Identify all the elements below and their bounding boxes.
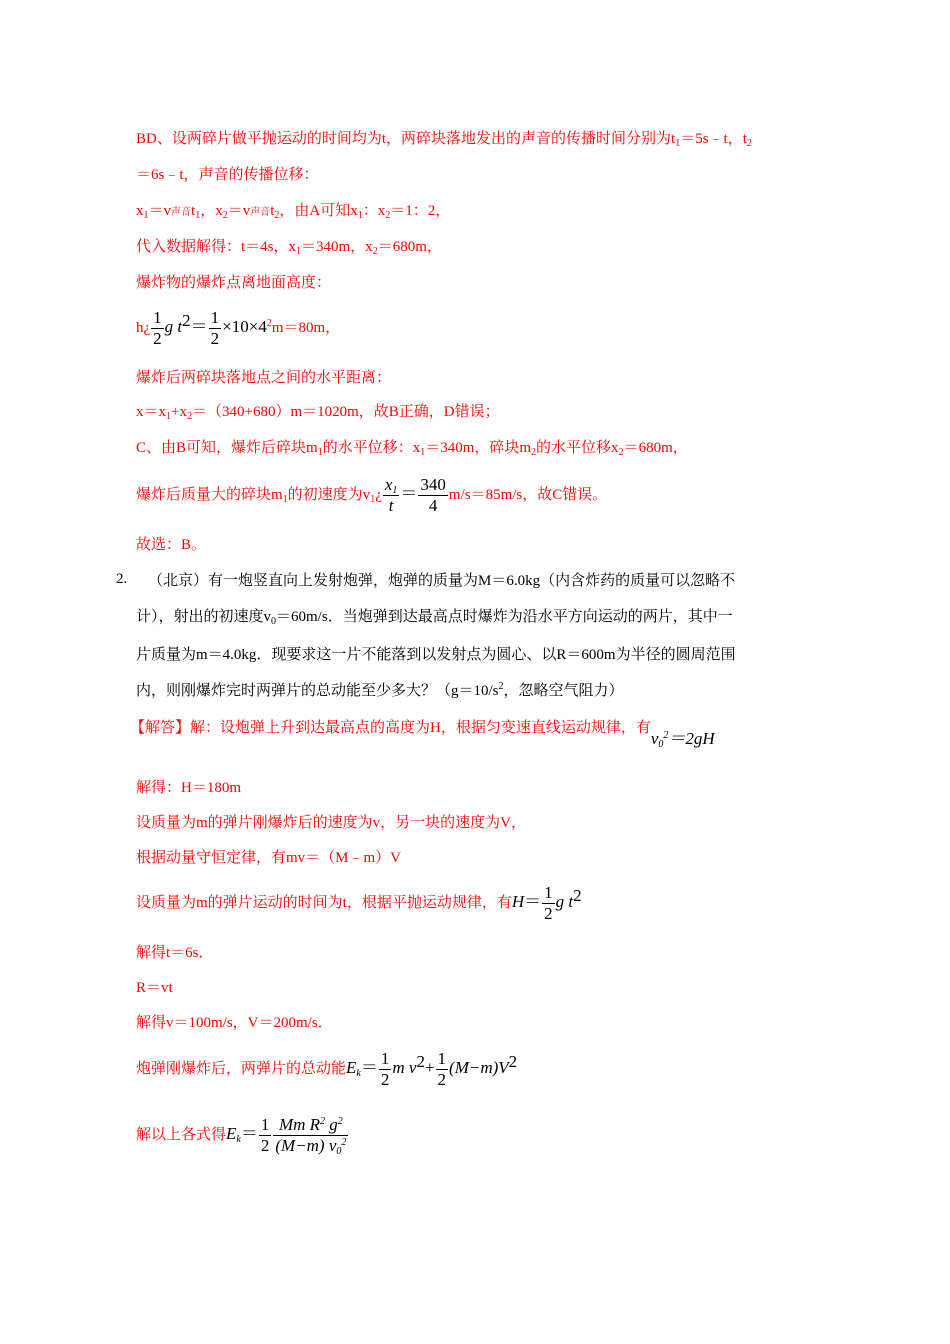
height-formula: h¿ $\frac{1}{2}$ g $t^2=$ $\frac{1}{2}$ $\times 10\times 4^2m=80m$， [136, 308, 341, 349]
bd-line-1: BD、设两碎片做平抛运动的时间均为t，两碎块落地发出的声音的传播时间分别为$t_1=5s﹣t$，$t_2$ [136, 131, 752, 149]
answer-line-9: 炮弹刚爆炸后，两弹片的总动能$E_k=$ $\frac{1}{2}$ m $v^2+$ $\frac{1}{2}$ $(M-m)V^2$ [136, 1049, 518, 1090]
answer-line-10: 解以上各式得$E_k=$ $\frac{1}{2}$ $\frac{Mm R^2 g^2}{(M-m) v_0^2}$ [136, 1115, 347, 1158]
choose-line: 故选：B。 [136, 537, 207, 553]
answer-line-2: 解得：H＝180m [136, 780, 242, 796]
bd-line-5: 爆炸物的爆炸点离地面高度： [136, 275, 332, 291]
answer-line-5: 设质量为m的弹片运动的时间为t，根据平抛运动规律，有H＝ $\frac{1}{2}$ g $t^2$ [136, 883, 582, 924]
bd-line-4: 代入数据解得：t＝4s，$x_1=340m$，$x_2=680m$， [136, 239, 442, 257]
answer-line-6: 解得t＝6s． [136, 945, 214, 961]
bd-line-3: $x_1=v$声音$t_1$，$x_2=v$声音$t_2$，由A可知$x_1$：$x_2=1$：2， [136, 203, 451, 221]
q2-line-4: 内，则刚爆炸完时两弹片的总动能至少多大？（$g=10/s^2$，忽略空气阻力） [136, 681, 624, 699]
velocity-formula: 爆炸后质量大的碎块$m_1$的初速度为$v_1¿$ $\frac{x_1}{t}$ ＝ $\frac{340}{4}$ m/s＝85m/s，故C错误。 [136, 475, 608, 516]
bd-line-7: 爆炸后两碎块落地点之间的水平距离： [136, 370, 392, 386]
fraction-final-ek: $\frac{Mm R^2 g^2}{(M-m) v_0^2}$ [275, 1115, 347, 1158]
answer-line-1: 【解答】解：设炮弹上升到达最高点的高度为H，根据匀变速直线运动规律，有$v_0^2=2gH$ [130, 720, 715, 750]
fraction-half-1: $\frac{1}{2}$ [153, 308, 162, 349]
fraction-half-5: $\frac{1}{2}$ [437, 1049, 447, 1090]
answer-line-3: 设质量为m的弹片刚爆炸后的速度为v，另一块的速度为V， [136, 815, 527, 831]
answer-line-4: 根据动量守恒定律，有mv＝（M﹣m）V [136, 850, 402, 866]
q2-line-2: 计），射出的初速度$v_0=60m/s$．当炮弹到达最高点时爆炸为沿水平方向运动的两片，其中一 [136, 609, 733, 627]
answer-tag: 【解答】 [130, 720, 191, 736]
q2-line-3: 片质量为m＝4.0kg．现要求这一片不能落到以发射点为圆心、以R＝600m为半径的圆周范围 [136, 647, 736, 663]
fraction-half-2: $\frac{1}{2}$ [210, 308, 220, 349]
fraction-340-4: $\frac{340}{4}$ [420, 475, 446, 516]
q2-line-1: （北京）有一炮竖直向上发射炮弹，炮弹的质量为M＝6.0kg（内含炸药的质量可以忽略不 [148, 573, 736, 589]
answer-line-7: R＝vt [136, 980, 173, 996]
answer-line-8: 解得v＝100m/s，V＝200m/s． [136, 1015, 333, 1031]
fraction-x1-t: $\frac{x_1}{t}$ [384, 475, 398, 516]
question-number: 2. [116, 571, 128, 587]
fraction-half-3: $\frac{1}{2}$ [544, 883, 553, 924]
bd-line-2: ＝6s﹣t，声音的传播位移： [136, 167, 319, 183]
bd-line-9: C、由B可知，爆炸后碎块$m_1$的水平位移：$x_1=340m$，碎块$m_2$的水平位移$x_2=680m$， [136, 440, 688, 458]
fraction-half-4: $\frac{1}{2}$ [380, 1049, 390, 1090]
bd-line-8: $x=x_1+x_2=(340+680)m=1020m$，故B正确，D错误； [136, 404, 500, 422]
fraction-half-6: $\frac{1}{2}$ [260, 1115, 270, 1156]
formula-v0-squared: $v_0^2=2gH$ [650, 729, 715, 750]
